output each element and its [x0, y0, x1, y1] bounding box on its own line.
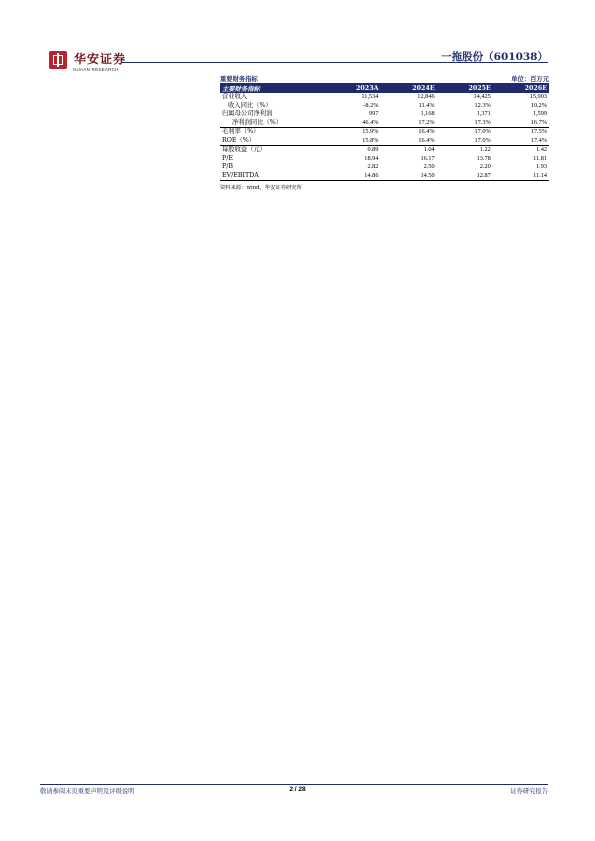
column-header: 2025E [437, 84, 493, 93]
report-type-label: 证券研究报告 [510, 788, 548, 795]
table-header-row [220, 84, 549, 93]
financial-table [220, 84, 549, 181]
table-cell: 17.0% [474, 136, 491, 144]
table-cell: 1,168 [420, 110, 435, 117]
column-header: 主要财务指标 [220, 84, 324, 93]
footer-divider [40, 784, 548, 785]
table-cell: 14.86 [324, 172, 380, 181]
table-cell: 11.81 [533, 154, 547, 162]
table-cell: 15.8% [362, 136, 379, 144]
table-cell: 1,371 [476, 110, 491, 117]
table-cell: 1.22 [437, 146, 493, 155]
table-cell: 17.4% [530, 136, 547, 144]
table-source-note: 资料来源：wind，华安证券研究所 [220, 185, 302, 191]
page-number: 2 / 28 [289, 786, 306, 793]
table-cell: 17.0% [437, 128, 493, 137]
table-cell: 1.42 [493, 146, 549, 155]
row-label: 归属母公司净利润 [222, 110, 273, 117]
financial-table-section [220, 72, 549, 191]
table-cell: 12.3% [474, 101, 491, 109]
row-label: 每股收益（元） [220, 146, 324, 155]
table-row [220, 172, 549, 181]
table-cell: 17.3% [474, 118, 491, 126]
table-cell: 11,534 [361, 93, 379, 100]
table-cell: 11.14 [493, 172, 549, 181]
table-row [220, 128, 549, 137]
table-cell: 12,846 [417, 93, 435, 100]
table-cell: 997 [369, 110, 379, 117]
table-cell: 1.93 [535, 163, 547, 170]
column-header: 2026E [493, 84, 549, 93]
report-title: 一拖股份（601038） [441, 51, 548, 63]
row-label: 净利润同比（%） [232, 118, 283, 126]
row-label: P/E [222, 154, 233, 162]
table-cell: 14.50 [380, 172, 436, 181]
row-label: P/B [222, 163, 233, 170]
table-cell: 2.20 [479, 163, 491, 170]
table-cell: 18.94 [364, 154, 379, 162]
table-cell: 2.50 [423, 163, 435, 170]
table-cell: 0.89 [324, 146, 380, 155]
row-label: EV/EBITDA [220, 172, 324, 181]
table-row [220, 155, 549, 164]
table-cell: 46.4% [362, 118, 379, 126]
company-logo-icon [49, 51, 67, 69]
logo-text: 华安证券 [74, 52, 127, 66]
row-label: 营业收入 [222, 93, 248, 100]
disclaimer-note: 敬请参阅末页重要声明及评级说明 [40, 788, 135, 795]
row-label: ROE（%） [222, 136, 256, 144]
logo-subtitle: HUAAN RESEARCH [73, 67, 119, 72]
table-cell: 10.2% [530, 101, 547, 109]
table-caption: 重要财务指标 [220, 76, 258, 83]
table-cell: 15.9% [324, 128, 380, 137]
row-label: 毛利率（%） [220, 128, 324, 137]
table-cell: 13.78 [476, 154, 491, 162]
table-row [220, 110, 549, 119]
table-cell: 17.2% [418, 118, 435, 126]
table-cell: 16.4% [418, 136, 435, 144]
table-caption-row [220, 72, 549, 84]
table-cell: 16.7% [530, 118, 547, 126]
table-row [220, 163, 549, 172]
table-cell: -8.2% [363, 101, 379, 109]
table-cell: 11.4% [418, 101, 435, 109]
table-cell: 16.4% [380, 128, 436, 137]
column-header: 2024E [380, 84, 436, 93]
column-header: 2023A [324, 84, 380, 93]
table-cell: 15,903 [529, 93, 547, 100]
table-cell: 2.82 [367, 163, 379, 170]
table-row [220, 137, 549, 146]
table-row [220, 102, 549, 111]
table-row [220, 146, 549, 155]
table-cell: 1.04 [380, 146, 436, 155]
header-divider [121, 62, 548, 63]
table-row [220, 119, 549, 128]
table-cell: 1,599 [532, 110, 547, 117]
table-cell: 17.5% [493, 128, 549, 137]
table-unit: 单位：百万元 [511, 76, 549, 83]
table-cell: 16.17 [420, 154, 435, 162]
row-label: 收入同比（%） [228, 101, 272, 109]
table-cell: 14,425 [473, 93, 491, 100]
table-cell: 12.87 [437, 172, 493, 181]
table-row [220, 93, 549, 102]
